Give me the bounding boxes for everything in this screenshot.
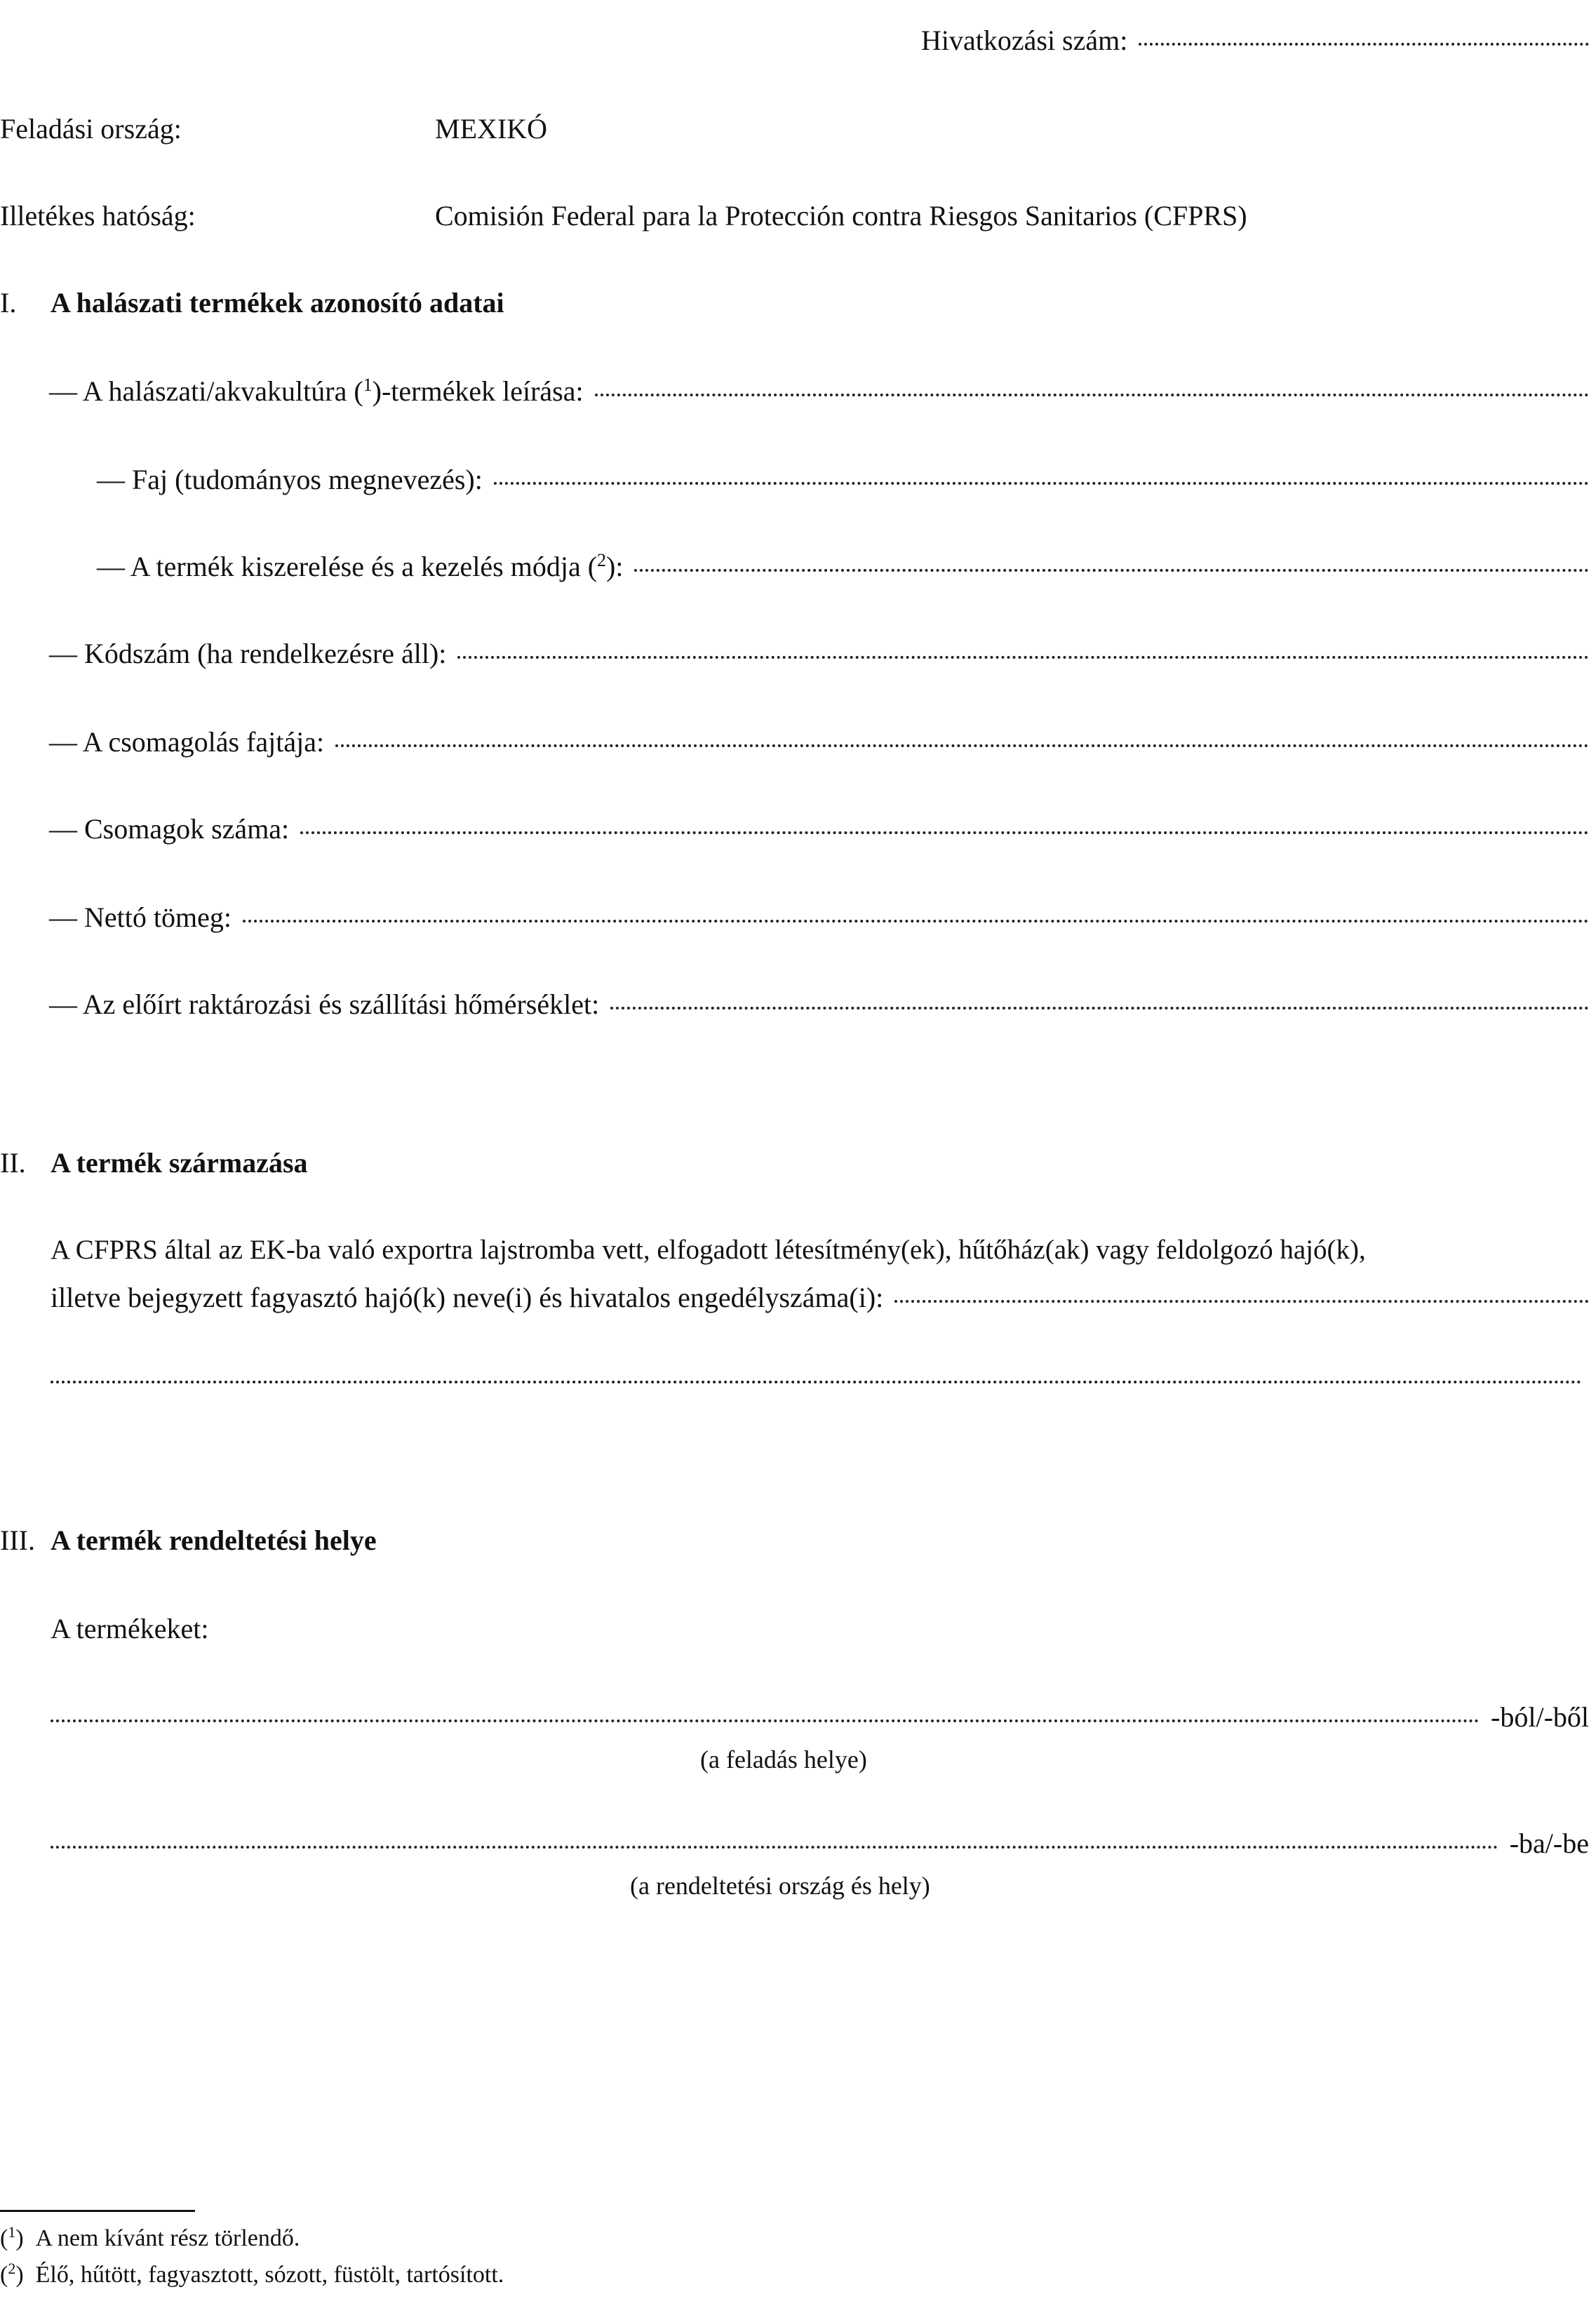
field-net-weight — [49, 901, 1589, 933]
field-establishments-blank[interactable] — [894, 1300, 1589, 1303]
section-2-text-line-2: illetve bejegyzett fagyasztó hajó(k) neve(i) és hivatalos engedélyszáma(i): — [51, 1282, 884, 1313]
section-1-number: I. — [0, 287, 17, 319]
field-product-description-blank[interactable] — [595, 394, 1589, 396]
section-1-title: A halászati termékek azonosító adatai — [51, 287, 504, 319]
field-product-description-label: — A halászati/akvakultúra ($^1$)-termékek leírása: — [49, 375, 584, 407]
section-1-heading — [0, 287, 504, 319]
field-presentation-blank[interactable] — [634, 569, 1589, 572]
field-product-description — [49, 377, 1589, 405]
section-2-number: II. — [0, 1147, 26, 1179]
dispatch-country-label: Feladási ország: — [0, 113, 182, 145]
field-presentation — [97, 550, 1589, 582]
field-species — [97, 466, 1589, 494]
field-species-blank[interactable] — [494, 482, 1589, 485]
footnote-ref-1: 1 — [363, 375, 373, 395]
footnote-1-text: A nem kívánt rész törlendő. — [35, 2225, 300, 2251]
place-of-dispatch-caption: (a feladás helye) — [700, 1745, 867, 1773]
section-2-heading — [0, 1147, 308, 1179]
footnote-divider — [0, 2210, 195, 2212]
section-2-text-line-1: A CFPRS által az EK-ba való exportra lajstromba vett, elfogadott létesítmény(ek), hűtőház(ak) vagy feldolgozó hajó(k), — [51, 1235, 1366, 1265]
field-destination-blank[interactable] — [51, 1846, 1498, 1849]
reference-number-field — [921, 27, 1589, 55]
field-establishments-blank-2[interactable] — [51, 1381, 1582, 1383]
field-net-weight-blank[interactable] — [243, 920, 1589, 923]
field-net-weight-label: — Nettó tömeg: — [49, 901, 232, 933]
field-code-number-label: — Kódszám (ha rendelkezésre áll): — [49, 638, 447, 669]
footnote-1: ($^1$) A nem kívánt rész törlendő. — [0, 2223, 300, 2251]
footnote-2: ($^2$) Élő, hűtött, fagyasztott, sózott, füstölt, tartósított. — [0, 2260, 504, 2288]
field-packaging-type-blank[interactable] — [335, 744, 1589, 747]
field-destination — [51, 1830, 1589, 1858]
section-3-intro: A termékeket: — [51, 1613, 209, 1644]
footnote-2-mark: 2 — [8, 2260, 16, 2277]
place-of-dispatch-suffix: -ból/-ből — [1491, 1701, 1589, 1733]
footnote-1-mark: 1 — [8, 2223, 16, 2241]
field-establishments — [51, 1284, 1589, 1312]
section-3-heading — [0, 1524, 377, 1556]
destination-suffix: -ba/-be — [1509, 1828, 1589, 1859]
field-code-number-blank[interactable] — [457, 656, 1589, 659]
field-presentation-label: — A termék kiszerelése és a kezelés módja ($^2$): — [97, 550, 624, 582]
field-packaging-type-label: — A csomagolás fajtája: — [49, 726, 325, 758]
field-place-of-dispatch — [51, 1703, 1589, 1731]
dispatch-country-value: MEXIKÓ — [435, 113, 547, 145]
field-place-of-dispatch-blank[interactable] — [51, 1719, 1480, 1722]
competent-authority-label: Illetékes hatóság: — [0, 200, 196, 232]
field-temperature-blank[interactable] — [610, 1007, 1589, 1010]
field-species-label: — Faj (tudományos megnevezés): — [97, 464, 483, 495]
field-package-count-blank[interactable] — [300, 831, 1589, 834]
section-3-title: A termék rendeltetési helye — [51, 1524, 377, 1556]
footnote-2-text: Élő, hűtött, fagyasztott, sózott, füstölt, tartósított. — [35, 2262, 504, 2288]
field-temperature-label: — Az előírt raktározási és szállítási hőmérséklet: — [49, 988, 600, 1020]
section-2-title: A termék származása — [51, 1147, 308, 1179]
field-temperature — [49, 988, 1589, 1020]
field-packaging-type — [49, 728, 1589, 756]
field-package-count-label: — Csomagok száma: — [49, 813, 290, 845]
field-package-count — [49, 815, 1589, 843]
reference-number-blank[interactable] — [1139, 43, 1589, 46]
reference-number-label: Hivatkozási szám: — [921, 25, 1128, 56]
field-code-number — [49, 640, 1589, 668]
competent-authority-value: Comisión Federal para la Protección contra Riesgos Sanitarios (CFPRS) — [435, 200, 1247, 232]
section-3-number: III. — [0, 1524, 35, 1556]
destination-caption: (a rendeltetési ország és hely) — [630, 1872, 930, 1900]
footnote-ref-2: 2 — [597, 550, 607, 570]
